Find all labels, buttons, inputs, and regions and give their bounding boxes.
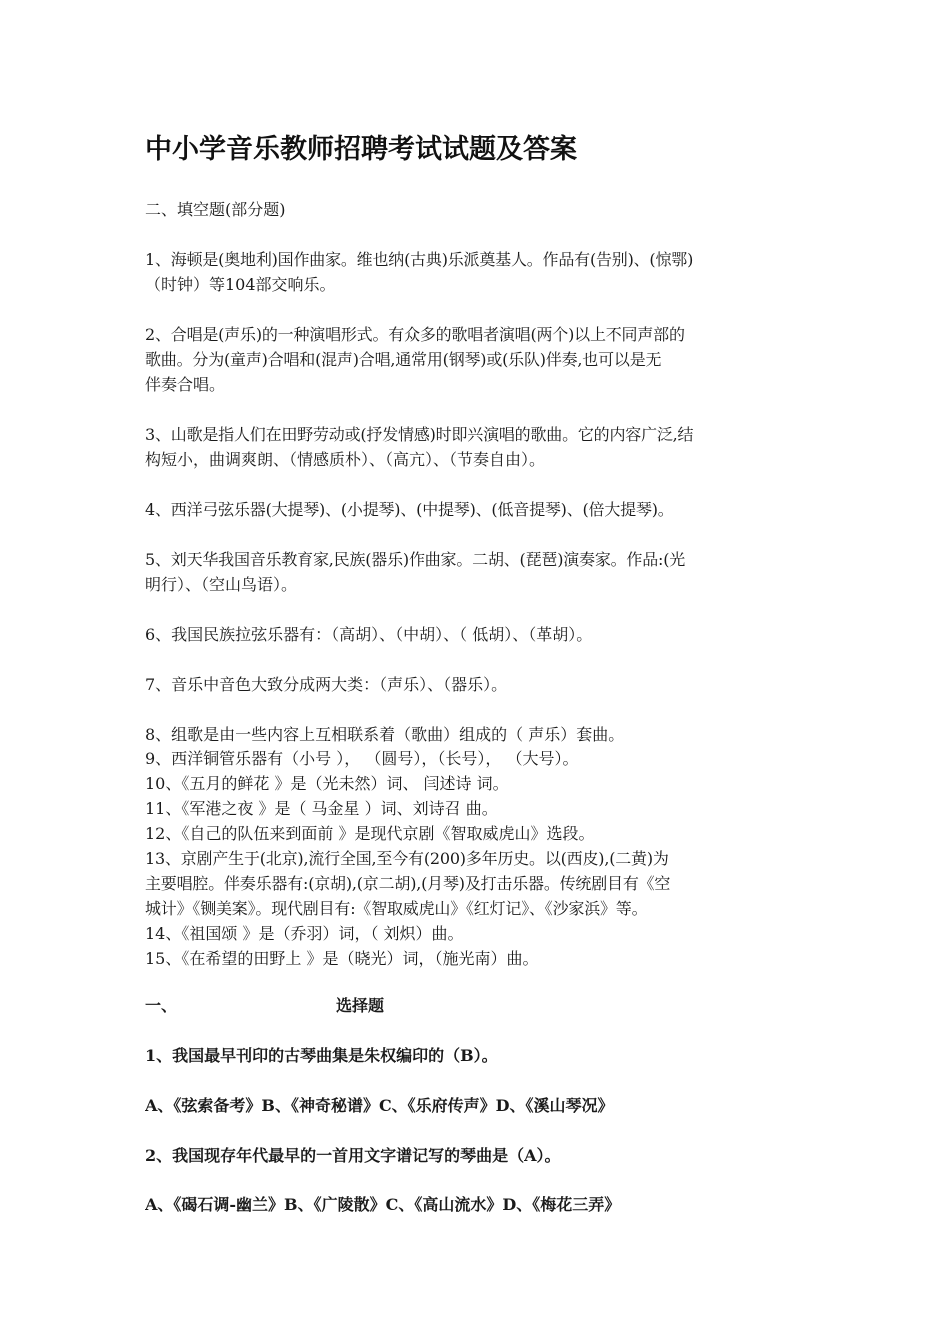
question-8-line-1: 8、组歌是由一些内容上互相联系着（歌曲）组成的（ 声乐）套曲。 [145,725,625,744]
section-choice-title: 选择题 [336,996,385,1015]
question-13-line-2: 主要唱腔。伴奏乐器有:(京胡),(京二胡),(月琴)及打击乐器。传统剧目有《空 [145,874,671,893]
question-9-line-1: 9、西洋铜管乐器有（小号 ）， （圆号），（长号）， （大号）。 [145,749,579,768]
question-13-line-1: 13、京剧产生于(北京),流行全国,至今有(200)多年历史。以(西皮),(二黄)为 [145,849,669,868]
question-1-line-2: （时钟）等104部交响乐。 [145,275,336,294]
question-13-line-3: 城计》《铡美案》。现代剧目有:《智取威虎山》《红灯记》、《沙家浜》等。 [145,899,648,918]
question-12-line-1: 12、《自己的队伍来到面前 》是现代京剧《智取威虎山》选段。 [145,824,595,843]
question-2-line-1: 2、合唱是(声乐)的一种演唱形式。有众多的歌唱者演唱(两个)以上不同声部的 [145,325,685,344]
question-14-line-1: 14、《祖国颂 》是（乔羽）词，（ 刘炽）曲。 [145,924,464,943]
question-11-line-1: 11、《军港之夜 》是（ 马金星 ）词、刘诗召 曲。 [145,799,498,818]
section-heading-fill-in: 二、填空题(部分题) [145,200,286,219]
choice-question-1-options: A、《弦索备考》B、《神奇秘谱》C、《乐府传声》D、《溪山琴况》 [145,1096,614,1115]
question-1-line-1: 1、海顿是(奥地利)国作曲家。维也纳(古典)乐派奠基人。作品有(告别)、(惊鄂) [145,250,694,269]
question-5-line-1: 5、刘天华我国音乐教育家,民族(器乐)作曲家。二胡、(琵琶)演奏家。作品:(光 [145,550,686,569]
choice-question-2-options: A、《碣石调-幽兰》B、《广陵散》C、《高山流水》D、《梅花三弄》 [145,1195,621,1214]
question-5-line-2: 明行）、（空山鸟语）。 [145,575,298,594]
question-3-line-1: 3、山歌是指人们在田野劳动或(抒发情感)时即兴演唱的歌曲。它的内容广泛,结 [145,425,694,444]
question-2-line-3: 伴奏合唱。 [145,375,226,394]
question-15-line-1: 15、《在希望的田野上 》是（晓光）词，（施光南）曲。 [145,949,539,968]
question-2-line-2: 歌曲。分为(童声)合唱和(混声)合唱,通常用(钢琴)或(乐队)伴奏,也可以是无 [145,350,662,369]
question-7-line-1: 7、音乐中音色大致分成两大类：（声乐）、（器乐）。 [145,675,508,694]
question-3-line-2: 构短小，曲调爽朗、（情感质朴）、（高亢）、（节奏自由）。 [145,450,546,469]
question-6-line-1: 6、我国民族拉弦乐器有：（高胡）、（中胡）、（ 低胡）、（革胡）。 [145,625,593,644]
choice-question-2: 2、我国现存年代最早的一首用文字谱记写的琴曲是（A）。 [145,1146,561,1165]
choice-question-1: 1、我国最早刊印的古琴曲集是朱权编印的（B）。 [145,1046,498,1065]
question-10-line-1: 10、《五月的鲜花 》是（光未然）词、 闫述诗 词。 [145,774,509,793]
section-choice-number: 一、 [145,996,178,1015]
page-title: 中小学音乐教师招聘考试试题及答案 [145,134,577,165]
question-4-line-1: 4、西洋弓弦乐器(大提琴)、(小提琴)、(中提琴)、(低音提琴)、(倍大提琴)。 [145,500,674,519]
